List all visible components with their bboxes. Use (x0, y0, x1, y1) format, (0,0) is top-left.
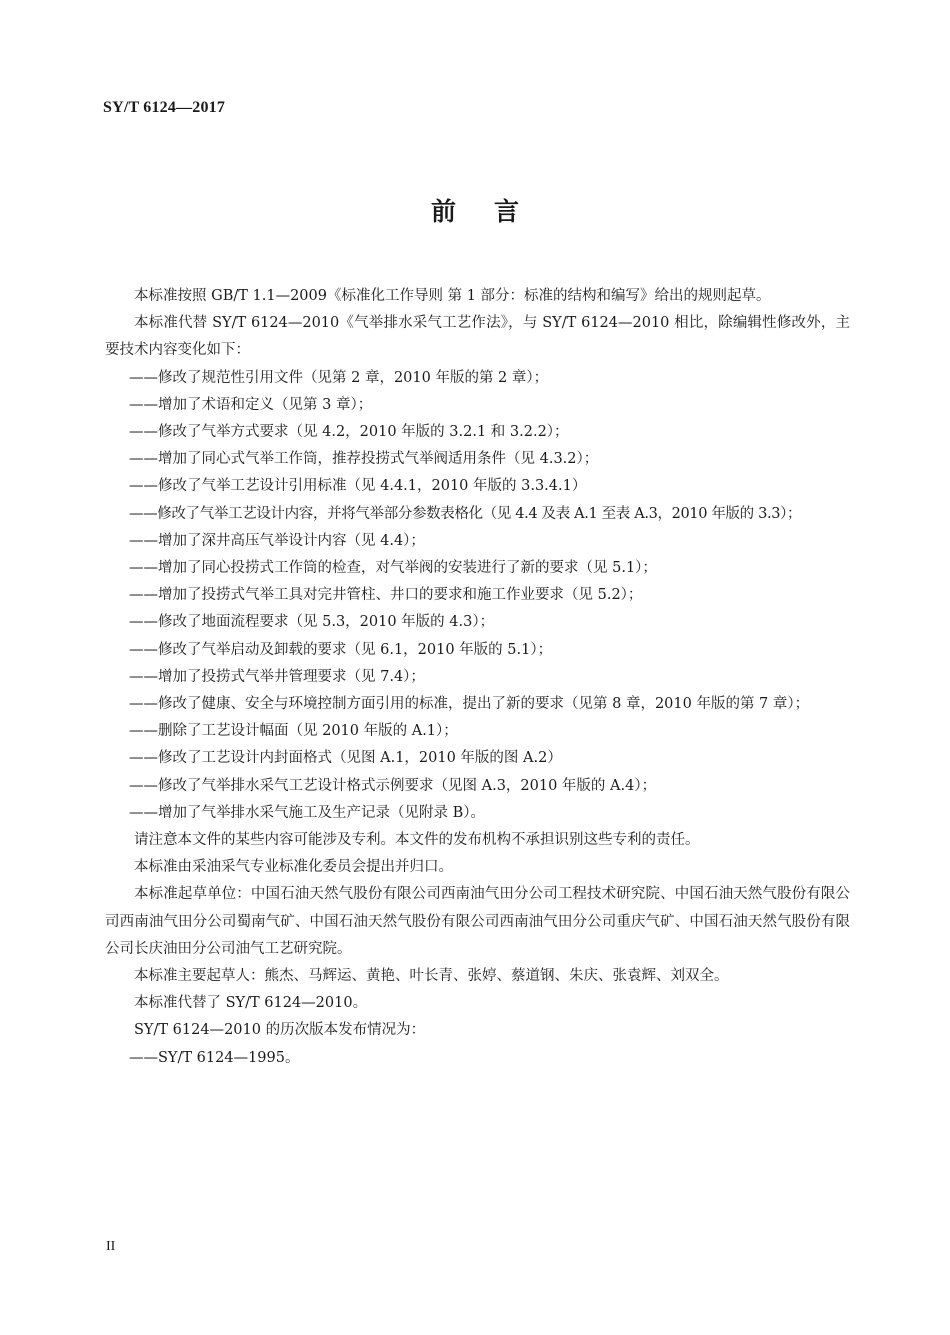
paragraph-drafting-units: 本标准起草单位：中国石油天然气股份有限公司西南油气田分公司工程技术研究院、中国石油天然气股份有限公司西南油气田分公司蜀南气矿、中国石油天然气股份有限公司西南油气田分公司重庆气矿、中国石油天然气股份有限公司长庆油田分公司油气工艺研究院。 (105, 886, 850, 957)
list-item: ——增加了气举排水采气施工及生产记录（见附录 B）。 (129, 804, 486, 821)
paragraph-history-intro: SY/T 6124—2010 的历次版本发布情况为： (134, 1022, 426, 1039)
list-item: ——修改了规范性引用文件（见第 2 章，2010 年版的第 2 章）； (129, 369, 549, 386)
paragraph-supersedes: 本标准代替了 SY/T 6124—2010。 (134, 995, 368, 1012)
paragraph-drafting-rules: 本标准按照 GB/T 1.1—2009《标准化工作导则 第 1 部分：标准的结构和编写》给出的规则起草。 (134, 288, 771, 304)
paragraph-patent-notice: 请注意本文件的某些内容可能涉及专利。本文件的发布机构不承担识别这些专利的责任。 (134, 832, 700, 849)
list-item: ——增加了同心投捞式工作筒的检查，对气举阀的安装进行了新的要求（见 5.1）； (129, 560, 657, 577)
list-item: ——增加了投捞式气举工具对完井管柱、井口的要求和施工作业要求（见 5.2）； (129, 587, 643, 604)
list-item: ——SY/T 6124—1995。 (129, 1049, 300, 1066)
changes-list (105, 365, 850, 827)
list-item: ——修改了地面流程要求（见 5.3，2010 年版的 4.3）； (129, 614, 495, 631)
paragraph-drafters: 本标准主要起草人：熊杰、马辉运、黄艳、叶长青、张婷、蔡道钢、朱庆、张袁辉、刘双全。 (134, 968, 729, 985)
list-item: ——修改了气举方式要求（见 4.2，2010 年版的 3.2.1 和 3.2.2）； (129, 424, 569, 441)
list-item: ——修改了气举工艺设计内容，并将气举部分参数表格化（见 4.4 及表 A.1 至表 A.3，2010 年版的 3.3）； (129, 505, 802, 522)
paragraph-proposer: 本标准由采油采气专业标准化委员会提出并归口。 (134, 859, 453, 876)
foreword-body (105, 283, 850, 1072)
list-item: ——修改了气举启动及卸载的要求（见 6.1，2010 年版的 5.1）； (129, 641, 553, 658)
page-title: 前言 (430, 197, 557, 226)
list-item: ——修改了健康、安全与环境控制方面引用的标准，提出了新的要求（见第 8 章，2010 年版的第 7 章）； (129, 696, 810, 713)
list-item: ——增加了投捞式气举井管理要求（见 7.4）； (129, 668, 425, 685)
list-item: ——增加了术语和定义（见第 3 章）； (129, 396, 373, 413)
paragraph-replacement: 本标准代替 SY/T 6124—2010《气举排水采气工艺作法》，与 SY/T 6124—2010 相比，除编辑性修改外，主要技术内容变化如下： (105, 315, 850, 359)
history-list (105, 1045, 850, 1072)
list-item: ——删除了工艺设计幅面（见 2010 年版的 A.1）； (129, 723, 458, 740)
list-item: ——修改了气举排水采气工艺设计格式示例要求（见图 A.3，2010 年版的 A.4）； (129, 777, 657, 794)
list-item: ——增加了同心式气举工作筒，推荐投捞式气举阀适用条件（见 4.3.2）； (129, 451, 599, 468)
list-item: ——增加了深井高压气举设计内容（见 4.4）； (129, 532, 425, 549)
standard-code: SY/T 6124—2017 (103, 99, 226, 116)
page-number: II (106, 1239, 116, 1254)
list-item: ——修改了工艺设计内封面格式（见图 A.1，2010 年版的图 A.2） (129, 750, 562, 767)
list-item: ——修改了气举工艺设计引用标准（见 4.4.1，2010 年版的 3.3.4.1） (129, 478, 587, 495)
